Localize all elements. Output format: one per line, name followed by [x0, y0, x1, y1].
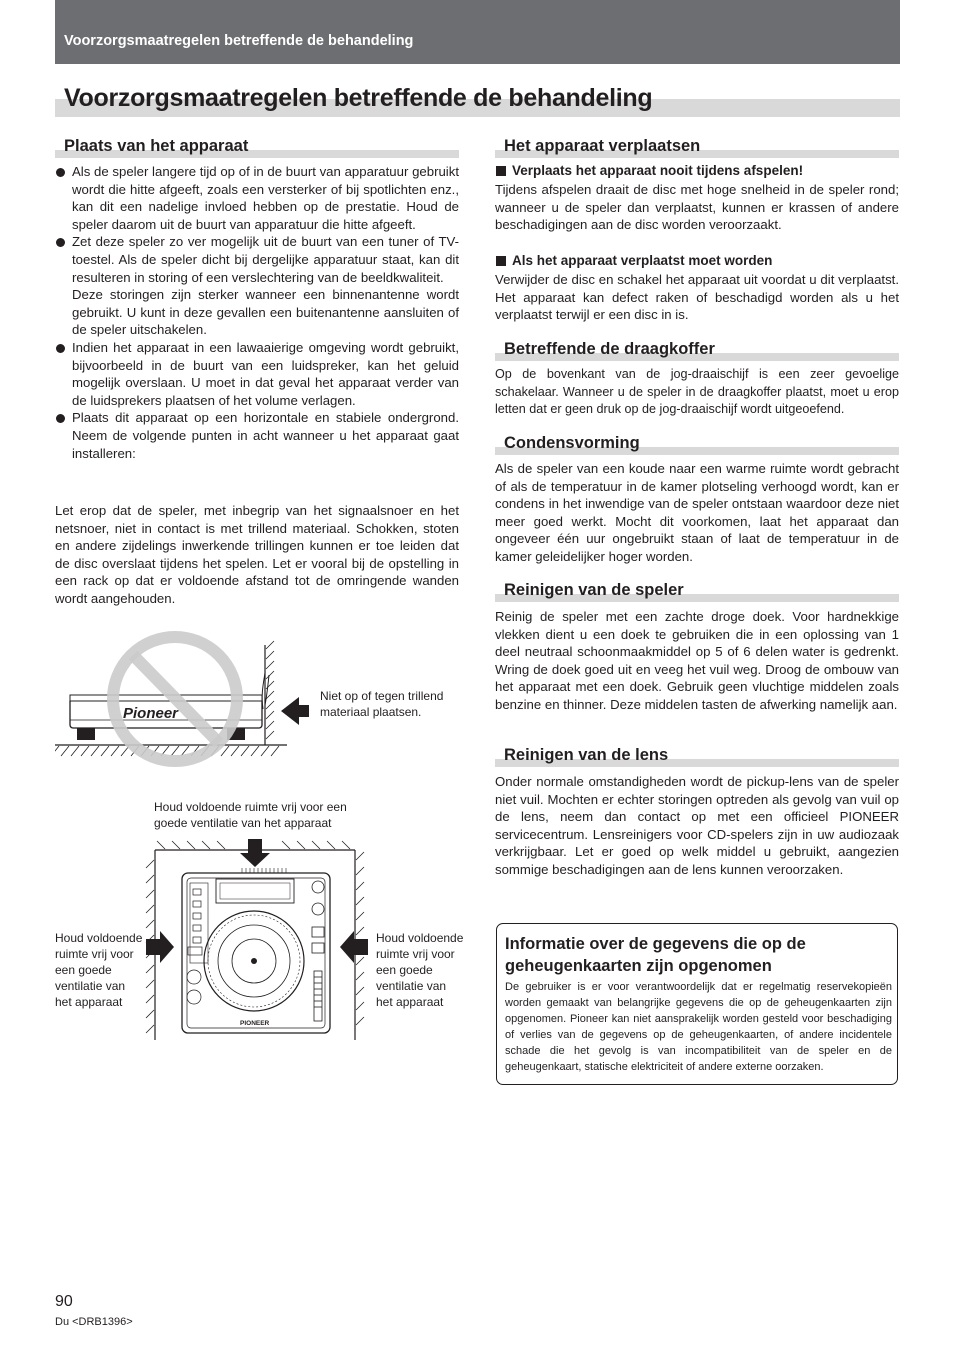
figure2-caption-right: Houd voldoende ruimte vrij voor een goede ventilatie van het apparaat — [376, 931, 464, 1009]
list-item: Zet deze speler zo ver mogelijk uit de buurt van een tuner of TV-toestel. Als de speler dicht bij dergelijke apparatuur staat, kan dit resulteren in storing of een verslechtering van de beeldkwaliteit. Deze storingen zijn sterker wanneer een binnenantenne wordt gebruikt. U kunt in deze gevallen een buitenantenne aansluiten of de speler uitschakelen. — [55, 233, 459, 339]
document-code: Du <DRB1396> — [55, 1316, 133, 1328]
list-item: Als de speler langere tijd op of in de buurt van apparatuur gebruikt wordt die hitte afgeeft, zoals een versterker of bij spotlichten enz., kan dit een nadelige invloed hebben op de prestatie. Houd de speler daarom uit de buurt van apparatuur die hitte afgeeft. — [55, 163, 459, 233]
brand-logo: Pioneer — [123, 705, 179, 722]
section-title-placement: Plaats van het apparaat — [64, 137, 249, 155]
case-text: Op de bovenkant van de jog-draaischijf is een zeer gevoelige schakelaar. Wanneer u de speler in de draagkoffer plaatst, moet u erop letten dat er geen druk op de jog-draaischijf wordt uitgeoefend. — [495, 367, 899, 417]
figure2-caption-left: Houd voldoende ruimte vrij voor een goede ventilatie van het apparaat — [55, 931, 143, 1009]
info-box-title: Informatie over de gegevens die op de geheugenkaarten zijn opgenomen — [505, 935, 806, 975]
page-title: Voorzorgsmaatregelen betreffende de behandeling — [64, 84, 653, 112]
section-title-cleaning-player: Reinigen van de speler — [504, 581, 684, 599]
arrow-left-icon — [340, 931, 368, 963]
list-item: Indien het apparaat in een lawaaierige omgeving wordt gebruikt, bijvoorbeeld in de buurt van een luidspreker, kan het geluid mogelijk overslaan. U moet in dat geval het apparaat verder van de luidsprekers plaatsen of het volume verlagen. — [55, 339, 459, 409]
arrow-left-icon — [281, 697, 309, 725]
cleaning-lens-text: Onder normale omstandigheden wordt de pickup-lens van de speler niet vuil. Mochten er echter storingen optreden als gevolg van vuil op de lens, neem dan contact op met een officieel PIONEER servicecentrum. Lensreinigers voor CD-spelers zijn in uw audiozaak verkrijgbaar. Let er goed op welk middel u gebruikt, aangezien sommige beschadigingen aan de lens kunnen veroorzaken. — [495, 774, 899, 877]
arrow-down-icon — [240, 839, 270, 867]
figure1-caption: Niet op of tegen trillend materiaal plaatsen. — [320, 689, 444, 719]
subheading: Als het apparaat verplaatst moet worden — [496, 253, 772, 268]
figure2-caption-top: Houd voldoende ruimte vrij voor een goede ventilatie van het apparaat — [154, 800, 347, 830]
section-title-moving: Het apparaat verplaatsen — [504, 137, 701, 155]
section-title-case: Betreffende de draagkoffer — [504, 340, 715, 358]
arrow-right-icon — [146, 931, 174, 963]
moving-text-1: Tijdens afspelen draait de disc met hoge snelheid in de speler rond; wanneer u de speler dan verplaatst, kunnen er krassen of andere beschadigingen aan de disc worden veroorzaakt. — [495, 182, 899, 233]
placement-bullet-list — [55, 163, 459, 462]
square-bullet-icon — [496, 256, 506, 266]
header-bar — [55, 0, 900, 64]
brand-logo: PIONEER — [240, 1020, 270, 1027]
subheading: Verplaats het apparaat nooit tijdens afspelen! — [496, 163, 803, 178]
cleaning-player-text: Reinig de speler met een zachte droge doek. Voor hardnekkige vlekken dient u een doek te gebruiken die in een oplossing van 1 deel neutraal schoonmaakmiddel op 5 of 6 delen water is gedrenkt. Wring de doek goed uit en veeg het vuil weg. Droog de ombouw van het apparaat met een doek. Gebruik geen vluchtige middelen zoals benzine en thinner. Deze middelen tasten de afwerking namelijk aan. — [495, 609, 899, 712]
section-title-cleaning-lens: Reinigen van de lens — [504, 746, 669, 764]
page-number: 90 — [55, 1293, 73, 1310]
running-title: Voorzorgsmaatregelen betreffende de behandeling — [64, 33, 414, 49]
info-box-text: De gebruiker is er voor verantwoordelijk dat er regelmatig reservekopieën worden gemaakt van belangrijke gegevens die op de geheugenkaarten zijn opgenomen. Pioneer kan niet aansprakelijk worden gesteld voor beschadiging of verlies van de gegevens op de geheugenkaarten, of andere incidentele schade die het gevolg is van incompatibiliteit van de speler en de geheugenkaart, statische elektriciteit of andere externe oorzaken. — [505, 981, 892, 1073]
ventilation-illustration — [140, 835, 370, 1045]
vibration-warning-illustration — [55, 625, 315, 775]
section-title-condensation: Condensvorming — [504, 434, 640, 452]
placement-paragraph: Let erop dat de speler, met inbegrip van het signaalsnoer en het netsnoer, niet in contact is met trillend materiaal. Schokken, stoten en andere zijdelings inwerkende trillingen kunnen er toe leiden dat de disc overslaat tijdens het spelen. Let er vooral bij de opstelling in een rack op dat er voldoende afstand tot de omringende wanden wordt aangehouden. — [55, 503, 459, 606]
condensation-text: Als de speler van een koude naar een warme ruimte wordt gebracht of als de temperatuur in de kamer plotseling verhoogd wordt, kan er condens in het inwendige van de speler ontstaan waardoor deze niet meer goed werkt. Mocht dit voorkomen, laat het apparaat dan ongeveer één uur ongebruikt staan of laat de temperatuur in de kamer geleidelijker hoger worden. — [495, 461, 899, 564]
list-item: Plaats dit apparaat op een horizontale en stabiele ondergrond. Neem de volgende punten in acht wanneer u het apparaat gaat installeren: — [55, 409, 459, 462]
list-item-extra: Deze storingen zijn sterker wanneer een binnenantenne wordt gebruikt. U kunt in deze gevallen een buitenantenne aansluiten of de speler uitschakelen. — [72, 287, 459, 338]
moving-text-2: Verwijder de disc en schakel het apparaat uit voordat u dit verplaatst. Het apparaat kan defect raken of beschadigd worden als u het verplaatst terwijl er een disc in is. — [495, 272, 899, 323]
square-bullet-icon — [496, 166, 506, 176]
